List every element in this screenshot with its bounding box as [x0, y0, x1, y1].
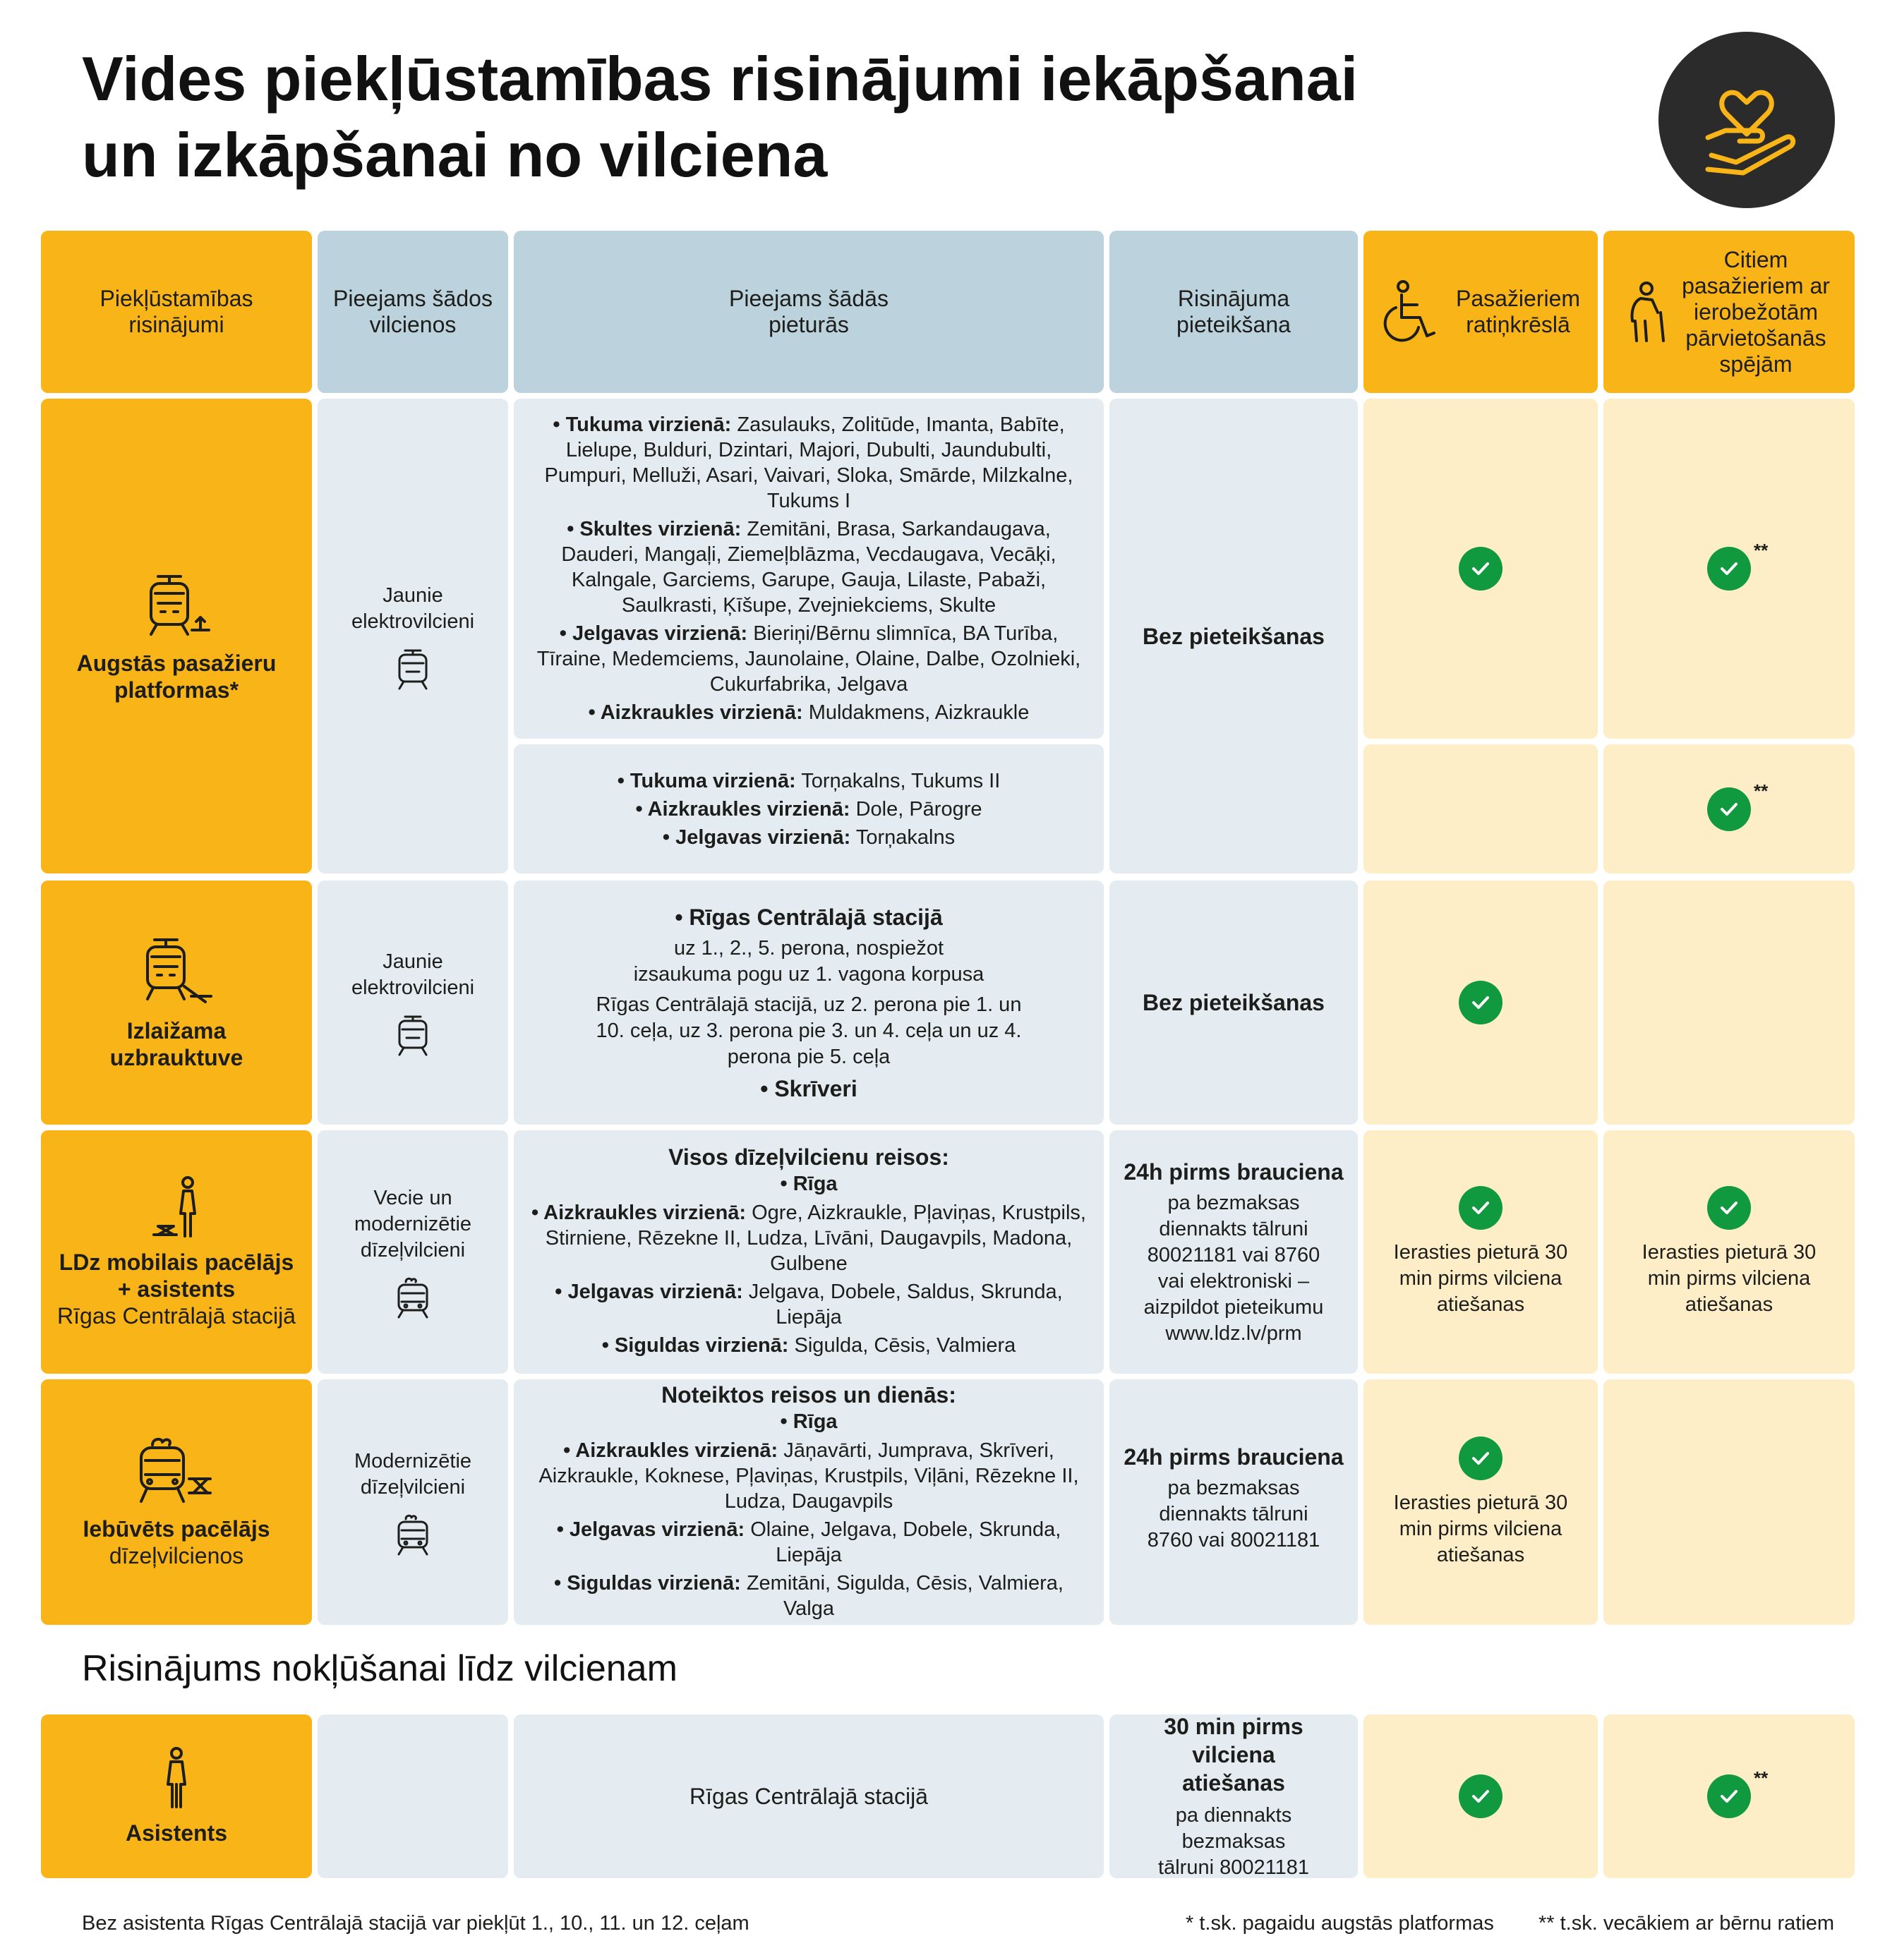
- solution-built-in-lift: [41, 1379, 312, 1625]
- header-limited-label: Citiem pasažieriem ar ierobežotām pārvietošanās spējām: [1682, 246, 1830, 377]
- direction-label: • Jelgavas virzienā:: [559, 622, 748, 645]
- stops-high-platforms-1: [514, 399, 1104, 739]
- trains-mobile-lift: [318, 1130, 508, 1374]
- station-name: Rīga: [793, 1410, 838, 1433]
- direction-entry: [526, 1571, 1091, 1621]
- limited-high-platforms-1: [1603, 399, 1855, 739]
- application-title: 24h pirms brauciena: [1124, 1444, 1344, 1470]
- arrival-note: Ierasties pieturā 30 min pirms vilciena atiešanas: [1393, 1241, 1568, 1316]
- solution-name: Augstās pasažieru platformas*: [76, 650, 277, 703]
- trains-label: Vecie un modernizētie dīzeļvilcieni: [354, 1187, 472, 1262]
- page-title-line2: un izkāpšanai no vilciena: [82, 120, 828, 190]
- direction-label: • Skultes virzienā:: [567, 518, 742, 540]
- application-label: Bez pieteikšanas: [1143, 990, 1325, 1015]
- direction-stations: Zasulauks, Zolitūde, Imanta, Babīte, Lielupe, Bulduri, Dzintari, Majori, Dubulti, Jaundubulti, Pumpuri, Melluži, Asari, Vaivari, Sloka, Smārde, Milzkalne, Tukums I: [544, 413, 1073, 512]
- direction-entry: [526, 621, 1091, 697]
- check-icon: [1459, 1436, 1502, 1480]
- station-name: Skrīveri: [774, 1075, 857, 1101]
- application-high-platforms: [1109, 399, 1358, 873]
- direction-entry: [526, 1517, 1091, 1568]
- direction-label: • Jelgavas virzienā:: [556, 1518, 745, 1541]
- train-platform-icon: [141, 569, 212, 640]
- solution-sub: dīzeļvilcienos: [109, 1543, 244, 1568]
- header-trains-label: Pieejams šādos vilcienos: [333, 286, 493, 337]
- footnote-mark: **: [1754, 780, 1769, 801]
- person-icon: [161, 1746, 192, 1810]
- mobile-lift-icon: [148, 1175, 205, 1239]
- application-text: pa bezmaksas diennakts tālruni 80021181 vai 8760 vai elektroniski – aizpildot pieteikumu www.ldz.lv/prm: [1143, 1191, 1324, 1345]
- application-mobile-lift: [1109, 1130, 1358, 1374]
- direction-entry: [526, 516, 1091, 618]
- elderly-person-icon: [1621, 280, 1670, 344]
- electric-train-icon: [397, 1014, 429, 1056]
- electric-train-icon: [397, 648, 429, 690]
- application-title: 24h pirms brauciena: [1124, 1159, 1344, 1185]
- application-text: pa diennakts bezmaksas tālruni 80021181: [1158, 1803, 1309, 1879]
- wheelchair-built-in-lift: [1363, 1379, 1598, 1625]
- wheelchair-icon: [1376, 278, 1444, 346]
- direction-entry: [618, 797, 1001, 822]
- trains-ramp: [318, 881, 508, 1125]
- check-icon: [1707, 780, 1769, 831]
- solution-ramp: [41, 881, 312, 1125]
- stops-assistant: [514, 1714, 1104, 1878]
- trains-label: Modernizētie dīzeļvilcieni: [354, 1450, 472, 1499]
- limited-high-platforms-2: [1603, 744, 1855, 873]
- direction-stations: Jāņavārti, Jumprava, Skrīveri, Aizkraukle, Koknese, Pļaviņas, Krustpils, Viļāni, Rēzekne II, Ludza, Daugavpils: [538, 1439, 1079, 1513]
- heart-in-hand-icon: [1658, 32, 1835, 208]
- direction-label: • Aizkraukles virzienā:: [563, 1439, 778, 1462]
- solution-name: LDz mobilais pacēlājs + asistents: [59, 1249, 294, 1302]
- direction-stations: Dole, Pārogre: [850, 797, 982, 821]
- ramp-note: uz 1., 2., 5. perona, nospiežot izsaukuma pogu uz 1. vagona korpusa: [633, 936, 984, 986]
- station-name: Rīgas Centrālajā stacijā: [689, 904, 943, 930]
- direction-label: • Jelgavas virzienā:: [555, 1281, 743, 1303]
- ramp-note: Rīgas Centrālajā stacijā, uz 2. perona pie 1. un 10. ceļa, uz 3. perona pie 3. un 4. ceļa un uz 4. perona pie 5. ceļa: [596, 993, 1022, 1068]
- section-title: Risinājums nokļūšanai līdz vilcienam: [82, 1648, 678, 1689]
- stops-label: Rīgas Centrālajā stacijā: [689, 1783, 928, 1809]
- header-solutions-label: Piekļūstamības risinājumi: [100, 286, 253, 337]
- direction-entry: [526, 1200, 1091, 1276]
- stops-list: [526, 409, 1091, 728]
- header-solutions: [41, 231, 312, 393]
- direction-label: • Aizkraukles virzienā:: [588, 701, 803, 724]
- trains-assistant: [318, 1714, 508, 1878]
- direction-label: • Jelgavas virzienā:: [662, 825, 851, 849]
- check-icon: [1459, 1774, 1502, 1818]
- page-title-line1: Vides piekļūstamības risinājumi iekāpšanai: [82, 44, 1359, 114]
- direction-entry: [526, 1279, 1091, 1330]
- wheelchair-high-platforms-1: [1363, 399, 1598, 739]
- limited-assistant: [1603, 1714, 1855, 1878]
- header-wheelchair-label: Pasažieriem ratiņkrēslā: [1455, 286, 1581, 337]
- stops-heading: Visos dīzeļvilcienu reisos:: [668, 1144, 949, 1170]
- solution-high-platforms: [41, 399, 312, 873]
- station-heading: • Rīga: [780, 1410, 838, 1433]
- stops-heading: Noteiktos reisos un dienās:: [661, 1381, 956, 1408]
- application-ramp: [1109, 881, 1358, 1125]
- solution-name: Izlaižama uzbrauktuve: [109, 1018, 243, 1070]
- direction-label: • Aizkraukles virzienā:: [531, 1202, 747, 1224]
- direction-stations: Muldakmens, Aizkraukle: [802, 701, 1030, 724]
- header-application-label: Risinājuma pieteikšana: [1176, 286, 1291, 337]
- application-built-in-lift: [1109, 1379, 1358, 1625]
- footer-note-2: ** t.sk. vecākiem ar bērnu ratiem: [1538, 1912, 1835, 1935]
- direction-stations: Sigulda, Cēsis, Valmiera: [788, 1334, 1016, 1357]
- direction-entry: [618, 768, 1001, 794]
- train-ramp-icon: [138, 934, 215, 1008]
- direction-label: • Tukuma virzienā:: [553, 413, 732, 436]
- limited-ramp: [1603, 881, 1855, 1125]
- header-application: [1109, 231, 1358, 393]
- footer-note-left: Bez asistenta Rīgas Centrālajā stacijā var piekļūt 1., 10., 11. un 12. ceļam: [82, 1912, 749, 1935]
- direction-label: • Aizkraukles virzienā:: [635, 797, 850, 821]
- solution-assistant: [41, 1714, 312, 1878]
- stops-list: [526, 1435, 1091, 1624]
- page-title: [82, 41, 1529, 193]
- stops-list: [618, 766, 1001, 853]
- check-icon: [1459, 547, 1502, 591]
- direction-stations: Torņakalns, Tukums II: [795, 769, 1001, 792]
- wheelchair-mobile-lift: [1363, 1130, 1598, 1374]
- station-name: Rīga: [793, 1173, 838, 1195]
- direction-stations: Zemitāni, Brasa, Sarkandaugava, Dauderi, Mangaļi, Ziemeļblāzma, Vecdaugava, Vecāķi, Kalngale, Garciems, Garupe, Gauja, Lilaste, Pabaži, Saulkrasti, Ķīšupe, Zvejniekciems, Skulte: [561, 518, 1056, 617]
- application-title: 30 min pirms vilciena atiešanas: [1164, 1713, 1303, 1796]
- check-icon: [1707, 540, 1769, 591]
- direction-stations: Torņakalns: [850, 825, 956, 849]
- header-limited-mobility: [1603, 231, 1855, 393]
- direction-entry: [526, 412, 1091, 514]
- footer-note-1: * t.sk. pagaidu augstās platformas: [1186, 1912, 1494, 1935]
- direction-entry: [526, 1438, 1091, 1514]
- application-assistant: [1109, 1714, 1358, 1878]
- footnote-mark: **: [1754, 540, 1769, 561]
- header-trains: [318, 231, 508, 393]
- station-heading: • Rīga: [780, 1173, 838, 1195]
- application-text: pa bezmaksas diennakts tālruni 8760 vai 80021181: [1147, 1477, 1320, 1551]
- solution-name: Iebūvēts pacēlājs: [83, 1516, 270, 1542]
- direction-stations: Bieriņi/Bērnu slimnīca, BA Turība, Tīraine, Medemciems, Jaunolaine, Olaine, Dalbe, Ozolnieki, Cukurfabrika, Jelgava: [536, 622, 1081, 696]
- trains-built-in-lift: [318, 1379, 508, 1625]
- direction-stations: Jelgava, Dobele, Saldus, Skrunda, Liepāja: [742, 1281, 1063, 1329]
- check-icon: [1459, 1186, 1502, 1230]
- stops-mobile-lift: [514, 1130, 1104, 1374]
- trains-label: Jaunie elektrovilcieni: [351, 583, 475, 633]
- limited-mobile-lift: [1603, 1130, 1855, 1374]
- direction-label: • Siguldas virzienā:: [554, 1571, 741, 1595]
- diesel-train-icon: [396, 1513, 430, 1556]
- wheelchair-ramp: [1363, 881, 1598, 1125]
- wheelchair-high-platforms-2: [1363, 744, 1598, 873]
- direction-stations: Zemitāni, Sigulda, Cēsis, Valmiera, Valga: [740, 1571, 1064, 1620]
- trains-label: Jaunie elektrovilcieni: [351, 950, 475, 999]
- solution-sub: Rīgas Centrālajā stacijā: [57, 1302, 296, 1329]
- header-stops: [514, 231, 1104, 393]
- limited-built-in-lift: [1603, 1379, 1855, 1625]
- solution-mobile-lift: [41, 1130, 312, 1374]
- diesel-train-icon: [396, 1276, 430, 1319]
- direction-entry: [526, 700, 1091, 725]
- application-label: Bez pieteikšanas: [1143, 623, 1325, 649]
- diesel-train-lift-icon: [134, 1435, 219, 1506]
- station-heading: • Rīgas Centrālajā stacijā: [675, 904, 943, 930]
- direction-stations: Ogre, Aizkraukle, Pļaviņas, Krustpils, Stirniene, Rēzekne II, Ludza, Līvāni, Daugavpils, Madona, Gulbene: [545, 1202, 1086, 1275]
- header-stops-label: Pieejams šādās pieturās: [729, 286, 889, 337]
- stops-ramp: [514, 881, 1104, 1125]
- direction-label: • Tukuma virzienā:: [617, 769, 796, 792]
- stops-high-platforms-2: [514, 744, 1104, 873]
- footnote-mark: **: [1754, 1767, 1769, 1789]
- direction-label: • Siguldas virzienā:: [601, 1334, 789, 1357]
- check-icon: [1459, 981, 1502, 1024]
- arrival-note: Ierasties pieturā 30 min pirms vilciena atiešanas: [1393, 1491, 1568, 1566]
- solution-name: Asistents: [125, 1820, 228, 1846]
- trains-high-platforms: [318, 399, 508, 873]
- direction-entry: [526, 1333, 1091, 1358]
- check-icon: [1707, 1767, 1769, 1818]
- station-heading: • Skrīveri: [760, 1075, 857, 1101]
- header-wheelchair: [1363, 231, 1598, 393]
- stops-built-in-lift: [514, 1379, 1104, 1625]
- arrival-note: Ierasties pieturā 30 min pirms vilciena atiešanas: [1642, 1241, 1817, 1316]
- check-icon: [1707, 1186, 1751, 1230]
- stops-list: [526, 1197, 1091, 1361]
- direction-stations: Olaine, Jelgava, Dobele, Skrunda, Liepāja: [745, 1518, 1061, 1566]
- wheelchair-assistant: [1363, 1714, 1598, 1878]
- direction-entry: [618, 825, 1001, 850]
